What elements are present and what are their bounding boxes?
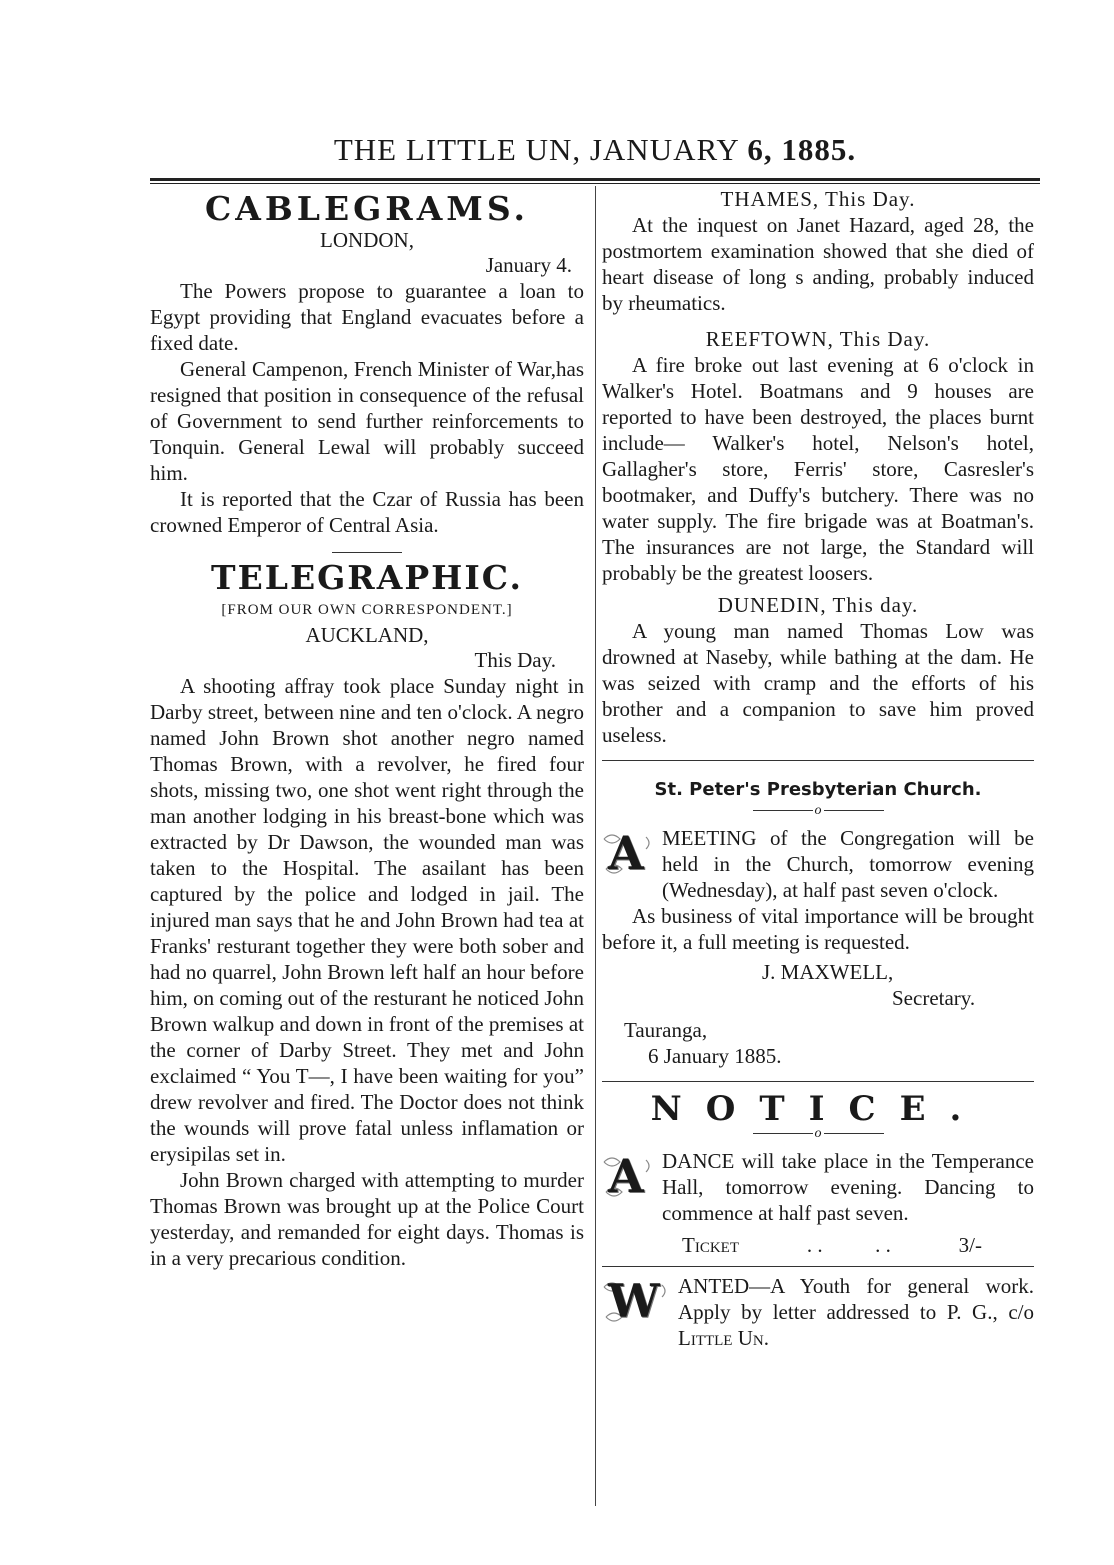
church-business-text: As business of vital importance will be brought before it, a full meeting is requested.	[602, 904, 1034, 954]
column-divider	[595, 186, 596, 1506]
masthead-title: THE LITTLE UN, JANUARY	[333, 132, 748, 167]
ornament-o: o	[814, 803, 822, 818]
decorative-dropcap-a	[602, 1149, 656, 1203]
church-date: 6 January 1885.	[648, 1044, 782, 1068]
cablegrams-place: LONDON,	[320, 228, 414, 252]
cablegrams-heading: CABLEGRAMS.	[204, 189, 529, 228]
ticket-dots: . . . .	[806, 1233, 891, 1257]
church-meeting-text: MEETING of the Congregation will be held in the Church, tomorrow evening (Wednesday), at half past seven o'clock.	[662, 826, 1034, 902]
church-signer: J. MAXWELL,	[762, 960, 894, 984]
left-column	[150, 190, 584, 1271]
ticket-price: 3/-	[958, 1233, 982, 1257]
church-role: Secretary.	[892, 986, 976, 1010]
cablegram-paragraph: General Campenon, French Minister of War,has resigned that position in consequence of the refusal of Government to send further reinforcements to Tonquin. General Lewal will probably succeed him.	[150, 357, 584, 485]
telegraphic-heading: TELEGRAPHIC.	[211, 558, 523, 597]
dunedin-heading: DUNEDIN, This day.	[717, 593, 919, 617]
telegraphic-date: This Day.	[474, 648, 556, 672]
notice-title: NOTICE.	[650, 1089, 986, 1129]
thames-paragraph: At the inquest on Janet Hazard, aged 28, the postmortem examination showed that she died of heart disease of long s anding, probably induced by rheumatics.	[602, 213, 1034, 315]
ticket-row	[682, 1232, 982, 1258]
cablegram-paragraph: It is reported that the Czar of Russia has been crowned Emperor of Central Asia.	[150, 487, 584, 537]
church-meeting	[602, 825, 1034, 903]
right-column	[602, 186, 1034, 1351]
decorative-dropcap-a	[602, 826, 656, 880]
thames-heading: THAMES, This Day.	[720, 187, 916, 211]
dropcap-letter: A	[608, 1149, 644, 1203]
church-title: St. Peter's Presbyterian Church.	[654, 779, 982, 800]
dunedin-paragraph: A young man named Thomas Low was drowned at Naseby, while bathing at the dam. He was seized with cramp and the efforts of his brother and a companion to save him proved useless.	[602, 619, 1034, 747]
wanted-paper-name: Little Un.	[678, 1326, 769, 1350]
telegraphic-paragraph: John Brown charged with attempting to murder Thomas Brown was brought up at the Police Court yesterday, and remanded for eight days. Thomas is in a very precarious condition.	[150, 1168, 584, 1270]
cablegrams-date: January 4.	[485, 253, 572, 277]
telegraphic-correspondent: [FROM OUR OWN CORRESPONDENT.]	[221, 602, 513, 618]
ticket-label: Ticket	[682, 1233, 739, 1257]
reeftown-heading: REEFTOWN, This Day.	[705, 327, 931, 351]
masthead-date: 6, 1885.	[747, 132, 857, 167]
wanted-text: ANTED—A Youth for general work. Apply by letter addressed to P. G., c/o	[678, 1274, 1034, 1324]
cablegram-paragraph: The Powers propose to guarantee a loan to Egypt providing that England evacuates before a fixed date.	[150, 279, 584, 355]
section-divider	[602, 1266, 1034, 1267]
masthead	[150, 132, 1040, 168]
church-place: Tauranga,	[624, 1018, 708, 1042]
decorative-dropcap-w	[602, 1274, 672, 1328]
notice-dance	[602, 1148, 1034, 1226]
telegraphic-paragraph: A shooting affray took place Sunday night in Darby street, between nine and ten o'clock. A negro named John Brown shot another negro named Thomas Brown, with a revolver, he fired four shots, missing two, one shot went right through the man another lodging in his breast-bone which was extracted by Dr Dawson, the wounded man was taken to the Hospital. The asailant has been captured by the police and lodged in jail. The injured man says that he and John Brown had tea at Franks' resturant together they were both sober and had no quarrel, John Brown left half an hour before him, on coming out of the resturant he noticed John Brown walkup and down in front of the premises at the corner of Darby Street. They met and John exclaimed “ You T—, I have been waiting for you” drew revolver and fired. The Doctor does not think the wounds will prove fatal unless inflamation or erysipilas set in.	[150, 674, 584, 1166]
ornament-separator	[602, 803, 1034, 819]
telegraphic-place: AUCKLAND,	[305, 623, 429, 647]
ornament-o: o	[814, 1126, 822, 1141]
dropcap-letter: W	[608, 1274, 660, 1328]
section-divider	[602, 1081, 1034, 1082]
dropcap-letter: A	[608, 826, 644, 880]
reeftown-paragraph: A fire broke out last evening at 6 o'clock in Walker's Hotel. Boatmans and 9 houses are reported to have been destroyed, the places burnt include— Walker's hotel, Nelson's hotel, Gallagher's store, Ferris' store, Casresler's bootmaker, and Duffy's butchery. There was no water supply. The fire brigade was at Boatman's. The insurances are not large, the Standard will probably be the greatest loosers.	[602, 353, 1034, 585]
section-divider	[602, 760, 1034, 761]
notice-dance-text: DANCE will take place in the Temperance Hall, tomorrow evening. Dancing to commence at half past seven.	[662, 1149, 1034, 1225]
masthead-rule	[150, 178, 1040, 184]
wanted-ad	[602, 1273, 1034, 1351]
section-divider	[332, 552, 402, 553]
